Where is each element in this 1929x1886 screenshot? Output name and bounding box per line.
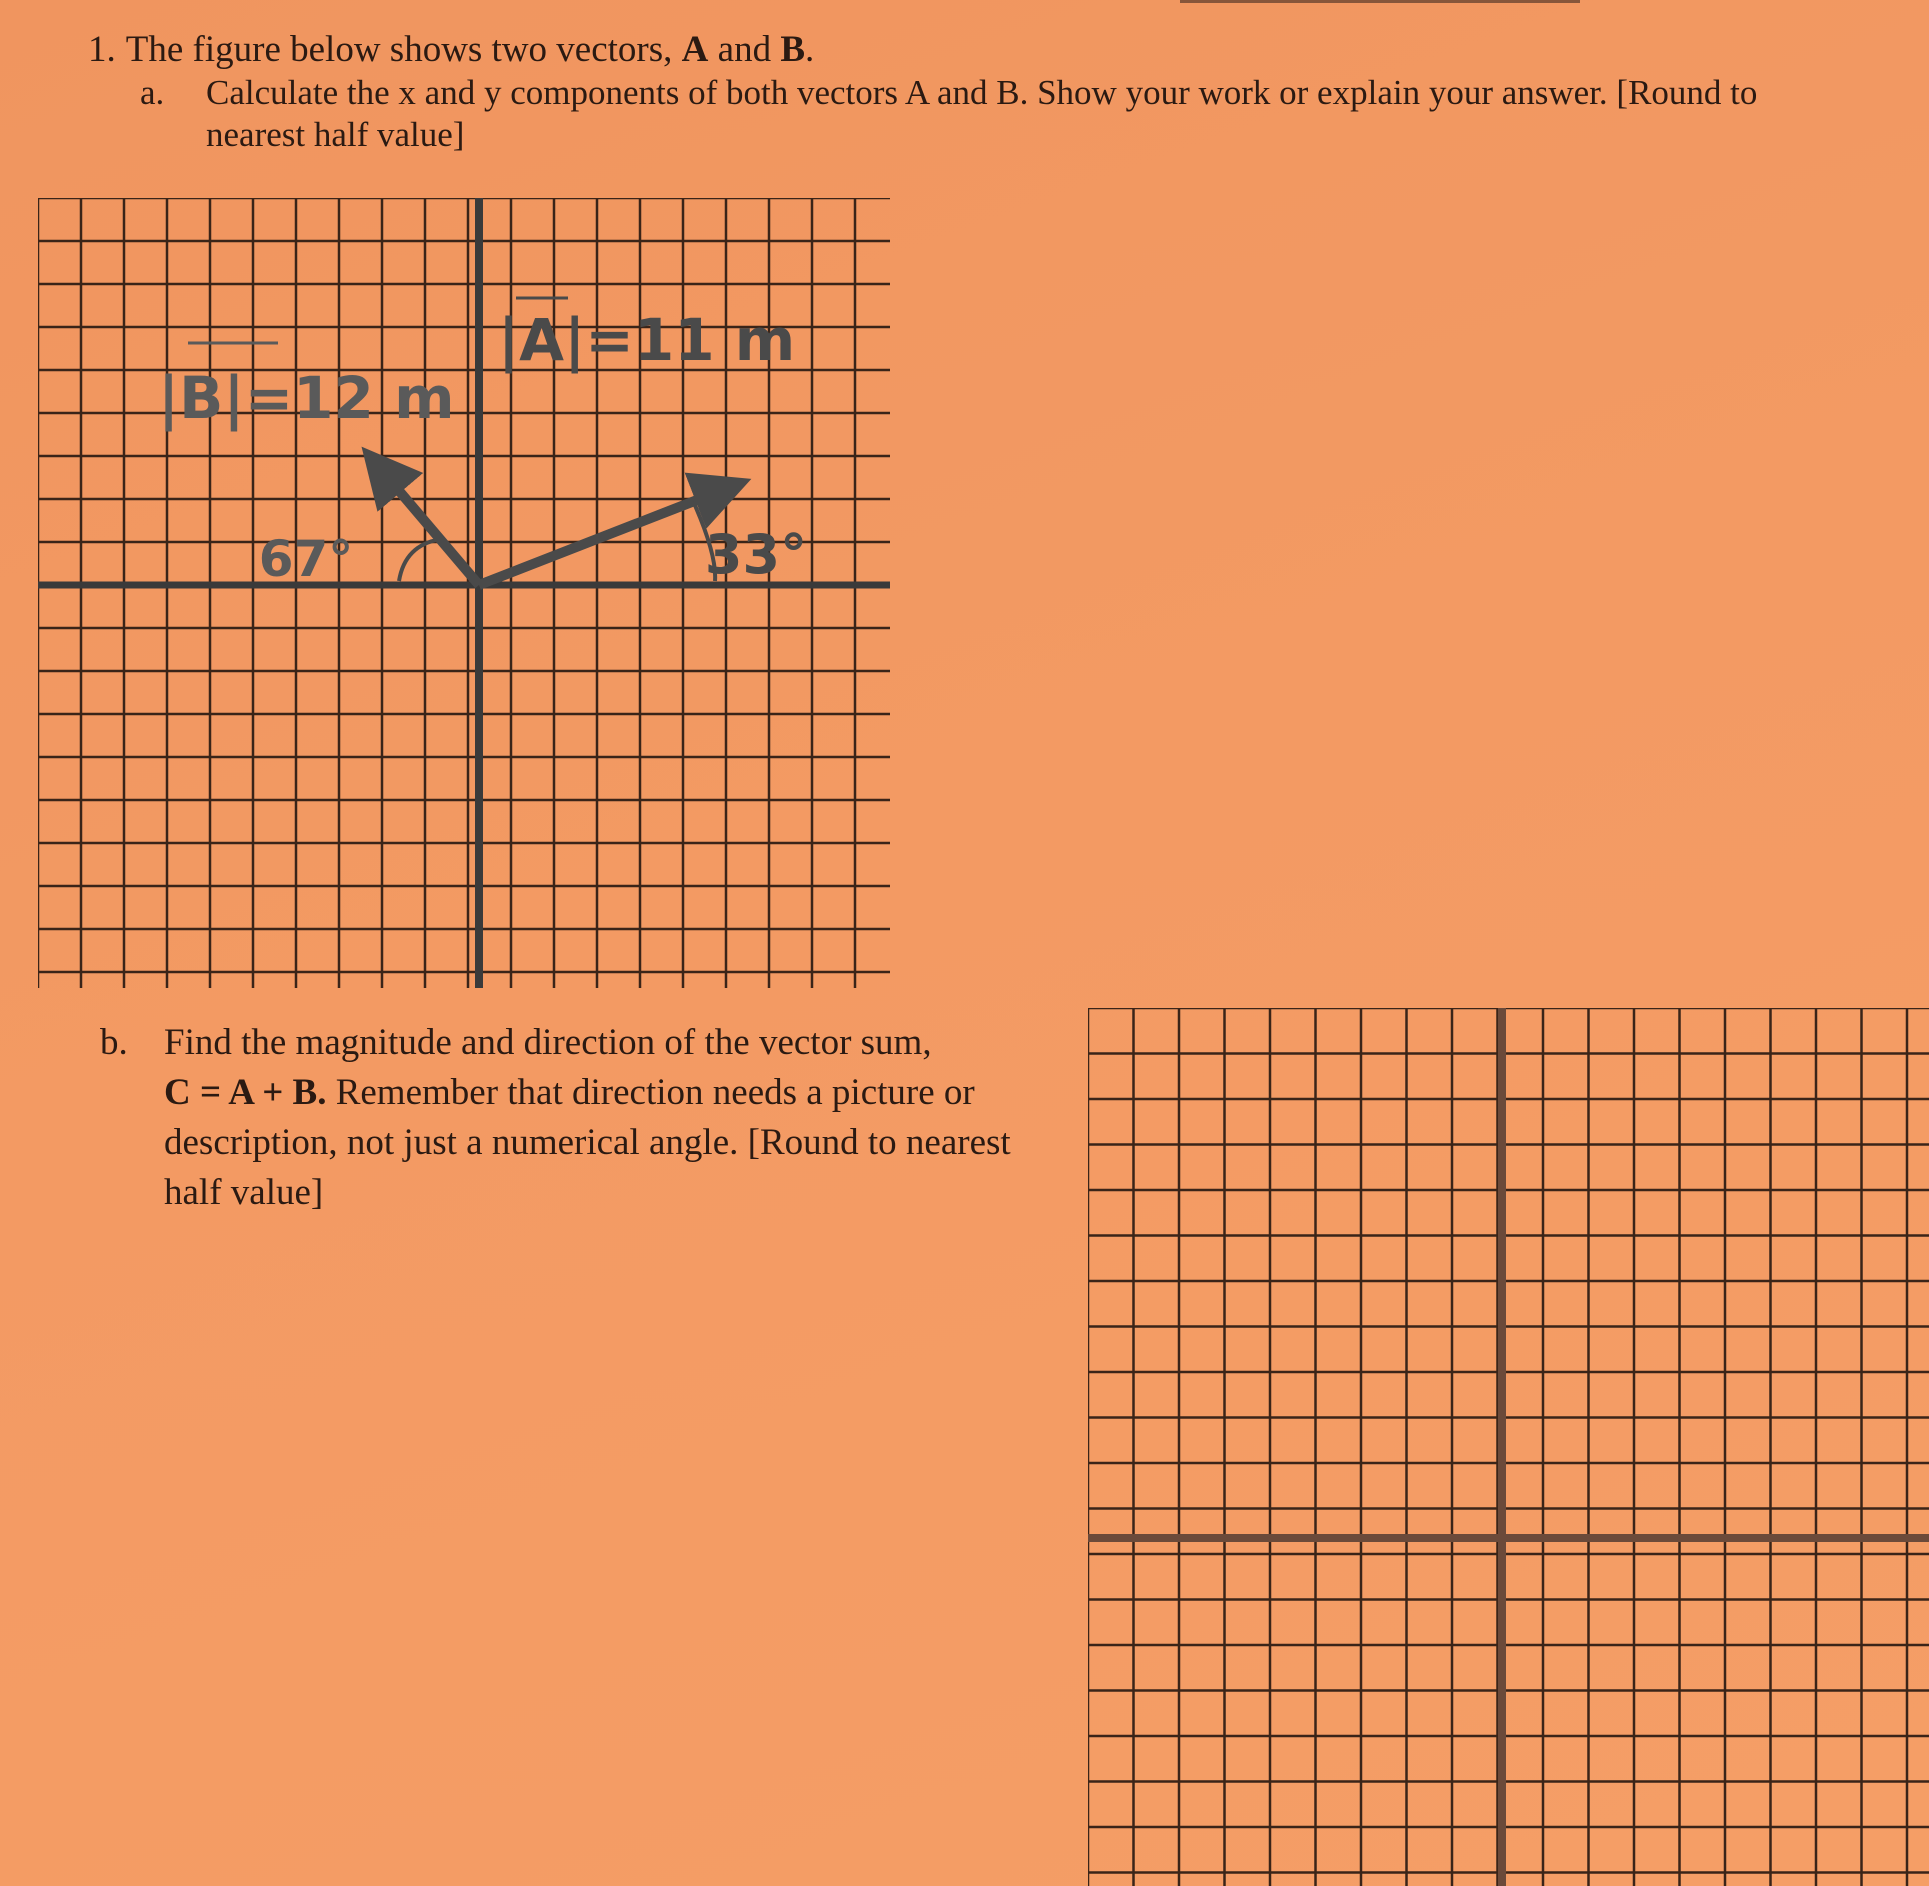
part-a-text: Calculate the x and y components of both vectors A and B. Show your work or explain your answer. [Round to nearest half value] xyxy=(206,73,1758,154)
part-b xyxy=(100,1018,1060,1218)
stem-text: The figure below shows two vectors, xyxy=(125,29,682,70)
sum-equation: C = A + B. xyxy=(164,1072,327,1113)
vector-a-name: A xyxy=(681,29,709,70)
vector-a-magnitude-label: |A|=11 m xyxy=(498,306,796,374)
part-b-text xyxy=(164,1018,1060,1218)
part-b-letter: b. xyxy=(100,1022,128,1063)
angle-a-label: 33° xyxy=(704,523,808,586)
vector-a-arrow xyxy=(479,488,728,585)
part-a-letter: a. xyxy=(140,73,165,112)
stem-end: . xyxy=(805,29,815,70)
answer-grid-lines xyxy=(1088,1008,1929,1886)
vector-b-name: B xyxy=(780,29,806,70)
part-b-line1: Find the magnitude and direction of the vector sum, xyxy=(164,1022,932,1063)
vector-b-magnitude-label: |B|=12 m xyxy=(158,364,455,432)
part-a xyxy=(140,72,1860,156)
part-b-rest: Remember that direction needs a picture or description, not just a numerical angle. [Round to nearest half value] xyxy=(164,1072,1011,1213)
vector-figure xyxy=(38,198,898,998)
stem-and: and xyxy=(708,29,781,70)
angle-b-label: 67° xyxy=(258,530,354,588)
answer-grid xyxy=(1088,1008,1929,1886)
question-number: 1. xyxy=(88,29,116,70)
angle-b-arc xyxy=(399,539,440,581)
question-stem xyxy=(88,28,814,71)
vector-b-arrow xyxy=(378,466,479,585)
top-answer-line xyxy=(1180,0,1580,3)
